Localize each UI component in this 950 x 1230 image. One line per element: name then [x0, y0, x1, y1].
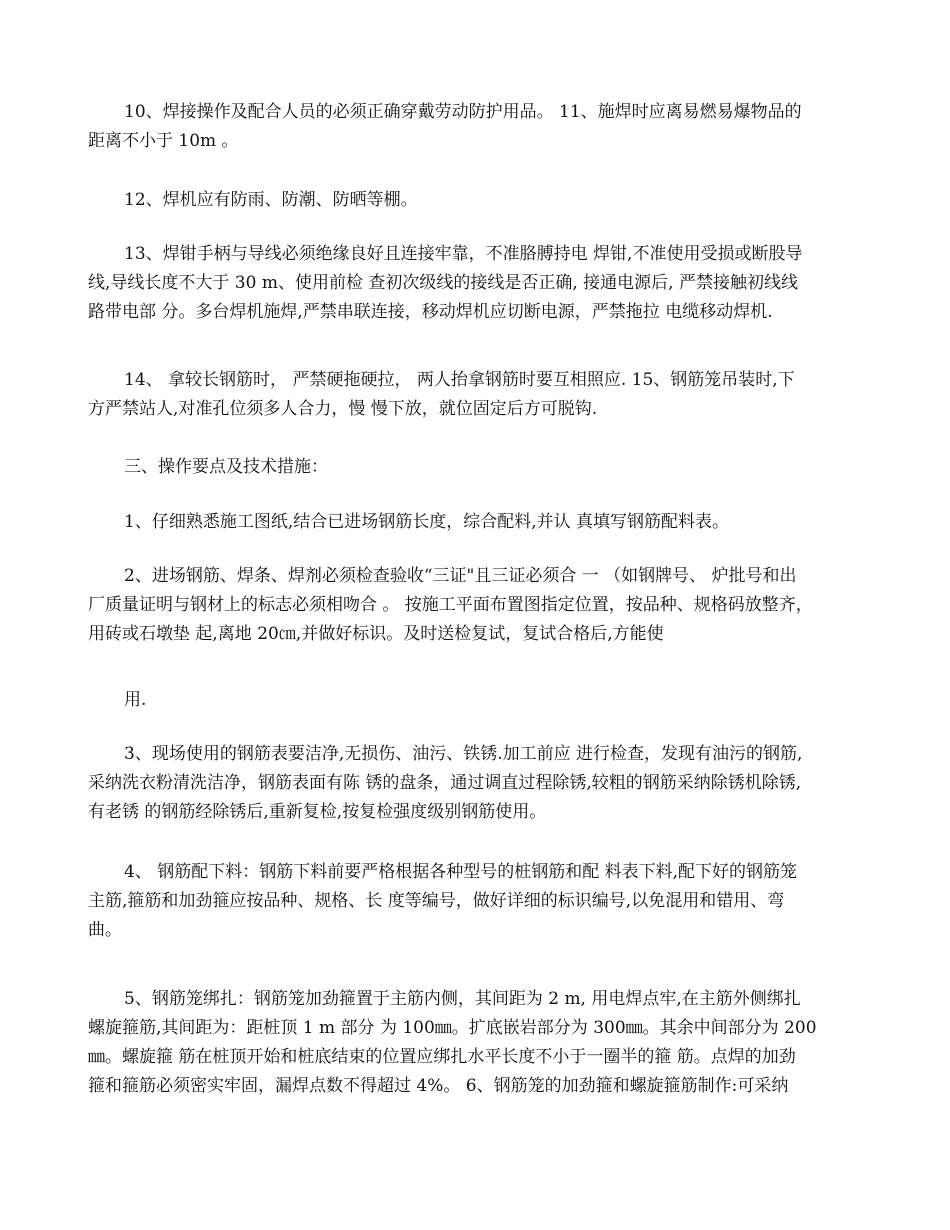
text-line: 采纳洗衣粉清洗洁净，钢筋表面有陈 锈的盘条，通过调直过程除锈,较粗的钢筋采纳除锈机除锈,: [88, 773, 802, 793]
text-line: 厂质量证明与钢材上的标志必须相吻合 。 按施工平面布置图指定位置，按品种、规格码放整齐，: [88, 595, 813, 615]
text-line: 线,导线长度不大于 30 m、使用前检 查初次级线的接线是否正确, 接通电源后, 严禁接触初线线: [88, 273, 798, 293]
text-line: 主筋,箍筋和加劲箍应按品种、规格、长 度等编号，做好详细的标识编号,以免混用和错用、弯: [88, 891, 785, 911]
text-line: 12、焊机应有防雨、防潮、防晒等棚。: [124, 190, 418, 210]
text-line: 1、仔细熟悉施工图纸,结合已进场钢筋长度，综合配料,并认 真填写钢筋配料表。: [124, 512, 730, 532]
text-line: 方严禁站人,对准孔位须多人合力，慢 慢下放，就位固定后方可脱钩.: [88, 399, 598, 419]
section-heading-text: 三、操作要点及技术措施：: [124, 457, 328, 477]
text-line: 3、现场使用的钢筋表要洁净,无损伤、油污、铁锈.加工前应 进行检查，发现有油污的钢筋,: [124, 744, 803, 764]
paragraph-item-13: [88, 240, 878, 327]
text-line: 用砖或石墩垫 起,离地 20㎝,并做好标识。及时送检复试，复试合格后,方能使: [88, 624, 664, 644]
text-line: 5、钢筋笼绑扎：钢筋笼加劲箍置于主筋内侧，其间距为 2 m, 用电焊点牢,在主筋外侧绑扎: [124, 989, 801, 1009]
paragraph-step-2-continued: [88, 686, 878, 715]
section-heading: [88, 453, 878, 482]
paragraph-step-4: [88, 858, 878, 945]
text-line: 距离不小于 10m 。: [88, 131, 239, 151]
paragraph-step-1: [88, 508, 878, 537]
paragraph-step-2: [88, 562, 878, 649]
text-line: ㎜。螺旋箍 筋在桩顶开始和桩底结束的位置应绑扎水平长度不小于一圈半的箍 筋。点焊的加劲: [88, 1047, 796, 1067]
text-line: 4、 钢筋配下料：钢筋下料前要严格根据各种型号的桩钢筋和配 料表下料,配下好的钢筋笼: [124, 862, 798, 882]
paragraph-item-10: [88, 98, 878, 156]
paragraph-item-14: [88, 366, 878, 424]
paragraph-step-5: [88, 985, 878, 1101]
text-line: 10、焊接操作及配合人员的必须正确穿戴劳动防护用品。 11、施焊时应离易燃易爆物品的: [124, 102, 802, 122]
text-line: 路带电部 分。多台焊机施焊,严禁串联连接，移动焊机应切断电源，严禁拖拉 电缆移动焊机.: [88, 302, 773, 322]
text-line: 13、焊钳手柄与导线必须绝缘良好且连接牢靠，不准胳膊持电 焊钳,不准使用受损或断股导: [124, 244, 803, 264]
text-line: 曲。: [88, 920, 122, 940]
paragraph-item-12: [88, 186, 878, 215]
text-line: 有老锈 的钢筋经除锈后,重新复检,按复检强度级别钢筋使用。: [88, 802, 547, 822]
paragraph-step-3: [88, 740, 878, 827]
text-line: 14、 拿较长钢筋时， 严禁硬拖硬拉， 两人抬拿钢筋时要互相照应. 15、钢筋笼吊装时,下: [124, 370, 795, 390]
text-line: 螺旋箍筋,其间距为：距桩顶 1 m 部分 为 100㎜。扩底嵌岩部分为 300㎜。其余中间部分为 200: [88, 1018, 817, 1038]
text-line: 用.: [124, 690, 147, 710]
text-line: 箍和箍筋必须密实牢固，漏焊点数不得超过 4%。 6、钢筋笼的加劲箍和螺旋箍筋制作:可采纳: [88, 1076, 789, 1096]
text-line: 2、进场钢筋、焊条、焊剂必须检查验收“三证"且三证必须合 一 （如钢牌号、 炉批号和出: [124, 566, 797, 586]
